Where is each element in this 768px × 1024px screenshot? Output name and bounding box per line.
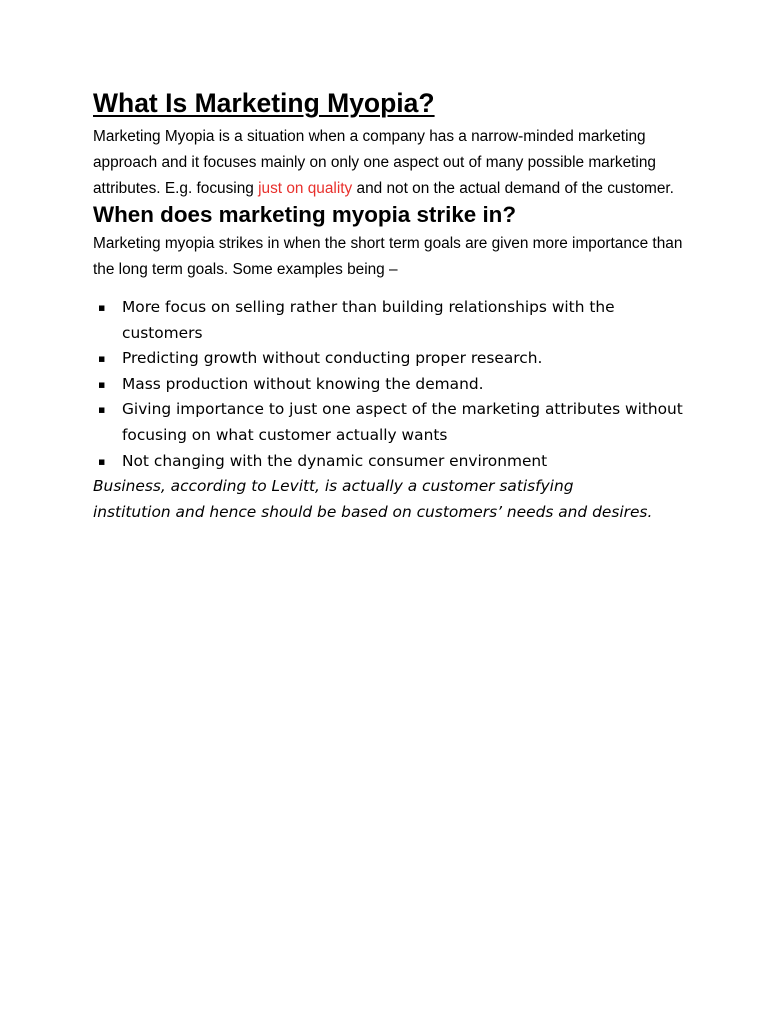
intro-text-start: Marketing Myopia is a situation when a company has a narrow-minded marketing approach and it focuses mainly on only one aspect out of many possible marketing attributes. E.g. focusing — [93, 128, 656, 197]
list-item — [93, 372, 683, 398]
bullet-icon: ▪ — [98, 377, 106, 391]
list-item-text: Mass production without knowing the demand. — [122, 374, 484, 393]
list-item-text: More focus on selling rather than building relationships with the customers — [122, 297, 615, 342]
intro-text-end: and not on the actual demand of the customer. — [352, 179, 674, 197]
examples-list — [93, 295, 683, 474]
page-title: What Is Marketing Myopia? — [93, 88, 435, 118]
bullet-icon: ▪ — [98, 300, 106, 314]
closing-quote: Business, according to Levitt, is actually a customer satisfying institution and hence should be based on customers’ needs and desires. — [93, 477, 653, 521]
list-item — [93, 295, 683, 346]
list-item — [93, 397, 683, 448]
section-heading: When does marketing myopia strike in? — [93, 202, 517, 228]
intro-highlight: just on quality — [258, 179, 353, 197]
document-page — [93, 86, 693, 526]
bullet-icon: ▪ — [98, 454, 106, 468]
intro-paragraph — [93, 124, 693, 201]
section-paragraph: Marketing myopia strikes in when the short term goals are given more importance than the long term goals. Some examples being – — [93, 235, 683, 279]
list-item-text: Predicting growth without conducting proper research. — [122, 349, 543, 368]
list-item-text: Not changing with the dynamic consumer environment — [122, 451, 548, 470]
bullet-icon: ▪ — [98, 352, 106, 366]
list-item — [93, 346, 683, 372]
list-item-text: Giving importance to just one aspect of the marketing attributes without focusing on what customer actually wants — [122, 400, 683, 444]
list-item — [93, 449, 683, 475]
bullet-icon: ▪ — [98, 403, 106, 417]
